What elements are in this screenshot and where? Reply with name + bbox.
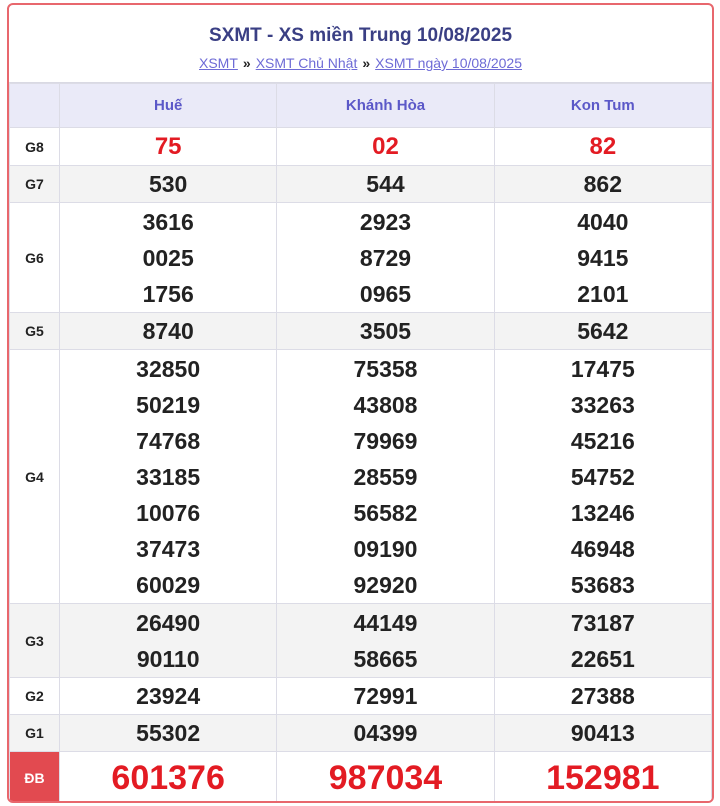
prize-cell [60, 313, 277, 350]
prize-cell [277, 203, 494, 313]
prize-number: 3505 [359, 318, 412, 344]
prize-number: 4040 [577, 208, 629, 235]
prize-number: 37473 [136, 535, 201, 562]
prize-number: 73187 [570, 609, 635, 636]
prize-cell [60, 128, 277, 166]
prize-number: 09190 [353, 535, 418, 562]
prize-number: 32850 [136, 355, 201, 382]
prize-number: 54752 [570, 463, 635, 490]
prize-cell [60, 166, 277, 203]
prize-number: 90413 [570, 720, 635, 746]
prize-number: 02 [372, 132, 399, 160]
prize-number: 04399 [353, 720, 418, 746]
table-row [10, 313, 712, 350]
prize-number: 33263 [570, 391, 635, 418]
prize-label: G3 [10, 604, 60, 678]
prize-number: 50219 [136, 391, 201, 418]
prize-cell [277, 128, 494, 166]
prize-cell [277, 350, 494, 604]
prize-cell [60, 715, 277, 752]
prize-number: 3616 [142, 208, 194, 235]
prize-number: 45216 [570, 427, 635, 454]
prize-number: 92920 [353, 571, 418, 598]
prize-cell [277, 715, 494, 752]
prize-cell [277, 752, 494, 804]
prize-number: 72991 [353, 683, 418, 709]
page-title: SXMT - XS miền Trung 10/08/2025 [208, 25, 513, 46]
prize-number: 53683 [570, 571, 635, 598]
table-header-row [10, 84, 712, 128]
prize-number: 5642 [577, 318, 629, 344]
results-card [7, 3, 714, 803]
prize-cell [277, 604, 494, 678]
prize-number: 8740 [142, 318, 194, 344]
prize-number: 152981 [546, 758, 660, 797]
prize-number: 17475 [570, 355, 635, 382]
prize-number: 28559 [353, 463, 418, 490]
prize-number: 9415 [577, 244, 629, 271]
prize-number: 58665 [353, 645, 418, 672]
prize-cell [494, 166, 711, 203]
prize-number: 1756 [142, 280, 194, 307]
prize-cell [60, 678, 277, 715]
prize-number: 601376 [111, 758, 225, 797]
prize-number: 75358 [353, 355, 418, 382]
prize-number: 23924 [136, 683, 201, 709]
prize-number: 90110 [136, 645, 200, 672]
prize-number: 987034 [328, 758, 443, 797]
prize-label: G5 [10, 313, 60, 350]
table-row [10, 166, 712, 203]
breadcrumb-link-date[interactable]: XSMT ngày 10/08/2025 [375, 55, 522, 71]
prize-number: 22651 [570, 645, 635, 672]
prize-cell [60, 203, 277, 313]
prize-label: G6 [10, 203, 60, 313]
prize-number: 8729 [359, 244, 412, 271]
prize-number: 43808 [353, 391, 418, 418]
prize-number: 74768 [136, 427, 201, 454]
prize-number: 530 [148, 171, 188, 197]
prize-number: 56582 [353, 499, 418, 526]
prize-cell [60, 752, 277, 804]
breadcrumb-link-sunday[interactable]: XSMT Chủ Nhật [255, 55, 358, 71]
prize-cell [494, 678, 711, 715]
prize-label: G1 [10, 715, 60, 752]
prize-number: 0025 [142, 244, 194, 271]
prize-label: G2 [10, 678, 60, 715]
prize-cell [494, 313, 711, 350]
breadcrumb [9, 55, 712, 71]
prize-number: 55302 [136, 720, 201, 746]
prize-cell [277, 678, 494, 715]
prize-number: 26490 [136, 609, 201, 636]
column-header-hue: Huế [60, 84, 277, 128]
table-row [10, 128, 712, 166]
breadcrumb-separator: » [242, 55, 251, 71]
prize-cell [60, 604, 277, 678]
breadcrumb-separator: » [362, 55, 371, 71]
prize-number: 33185 [136, 463, 201, 490]
prize-cell [277, 313, 494, 350]
header-blank-cell [10, 84, 60, 128]
prize-number: 544 [366, 171, 405, 197]
prize-number: 27388 [570, 683, 635, 709]
prize-number: 60029 [136, 571, 201, 598]
prize-number: 0965 [359, 280, 412, 307]
prize-number: 44149 [353, 609, 418, 636]
prize-cell [494, 715, 711, 752]
table-row [10, 678, 712, 715]
table-row [10, 604, 712, 678]
column-header-khanh-hoa: Khánh Hòa [277, 84, 494, 128]
prize-number: 13246 [570, 499, 635, 526]
prize-cell [494, 203, 711, 313]
prize-label: G7 [10, 166, 60, 203]
prize-number: 46948 [570, 535, 635, 562]
prize-number: 862 [583, 171, 623, 197]
prize-cell [494, 604, 711, 678]
prize-label: G8 [10, 128, 60, 166]
table-row [10, 715, 712, 752]
prize-cell [60, 350, 277, 604]
prize-number: 2101 [577, 280, 629, 307]
prize-number: 2923 [359, 208, 412, 235]
prize-number: 75 [154, 132, 182, 160]
prize-label: G4 [10, 350, 60, 604]
results-header [9, 5, 712, 83]
prize-cell [494, 350, 711, 604]
prize-number: 79969 [353, 427, 418, 454]
prize-cell [494, 128, 711, 166]
breadcrumb-link-xsmt[interactable]: XSMT [199, 55, 238, 71]
results-table [9, 83, 712, 803]
prize-number: 10076 [136, 499, 201, 526]
column-header-kon-tum: Kon Tum [494, 84, 711, 128]
table-row [10, 203, 712, 313]
prize-cell [277, 166, 494, 203]
prize-number: 82 [589, 132, 617, 160]
table-row [10, 752, 712, 804]
prize-cell [494, 752, 711, 804]
table-row [10, 350, 712, 604]
prize-label: ĐB [10, 752, 60, 804]
